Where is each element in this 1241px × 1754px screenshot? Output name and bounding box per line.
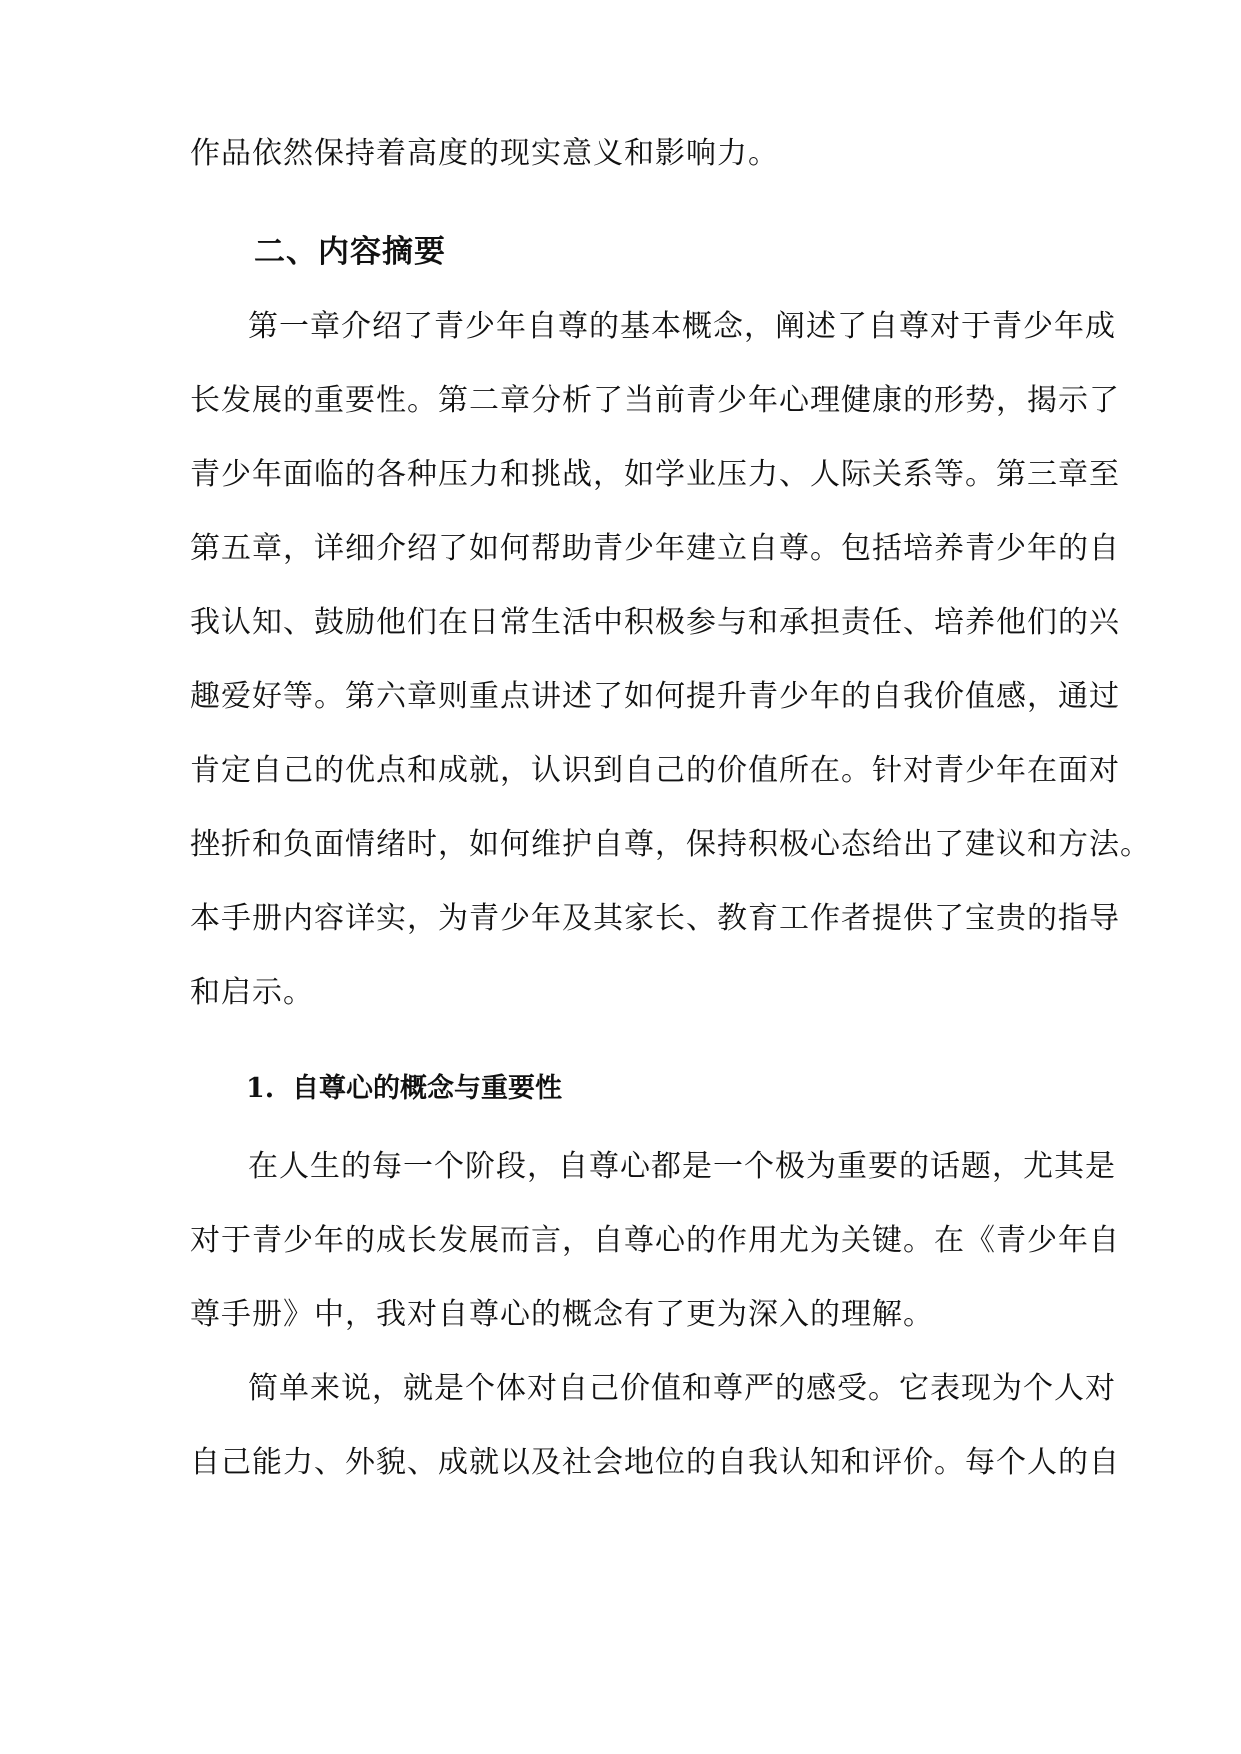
subsection-heading [246, 1069, 562, 1109]
paragraph-line: 在人生的每一个阶段，自尊心都是一个极为重要的话题，尤其是 [248, 1149, 1116, 1184]
paragraph-line: 肯定自己的优点和成就，认识到自己的价值所在。针对青少年在面对 [190, 753, 1120, 788]
paragraph-line: 和启示。 [190, 975, 314, 1010]
subsection-title: 自尊心的概念与重要性 [292, 1073, 562, 1104]
paragraph-line: 对于青少年的成长发展而言，自尊心的作用尤为关键。在《青少年自 [190, 1223, 1120, 1258]
paragraph-line: 我认知、鼓励他们在日常生活中积极参与和承担责任、培养他们的兴 [190, 605, 1120, 640]
paragraph-line: 长发展的重要性。第二章分析了当前青少年心理健康的形势，揭示了 [190, 383, 1120, 418]
paragraph-line: 简单来说，就是个体对自己价值和尊严的感受。它表现为个人对 [248, 1371, 1116, 1406]
paragraph-line: 趣爱好等。第六章则重点讲述了如何提升青少年的自我价值感，通过 [190, 679, 1120, 714]
subsection-number: 1. [246, 1073, 275, 1104]
paragraph-line: 自己能力、外貌、成就以及社会地位的自我认知和评价。每个人的自 [190, 1445, 1120, 1480]
paragraph-line: 本手册内容详实，为青少年及其家长、教育工作者提供了宝贵的指导 [190, 901, 1120, 936]
paragraph-line: 青少年面临的各种压力和挑战，如学业压力、人际关系等。第三章至 [190, 457, 1120, 492]
paragraph-line: 第五章，详细介绍了如何帮助青少年建立自尊。包括培养青少年的自 [190, 531, 1120, 566]
paragraph-line: 挫折和负面情绪时，如何维护自尊，保持积极心态给出了建议和方法。 [190, 827, 1151, 862]
paragraph-line: 作品依然保持着高度的现实意义和影响力。 [190, 136, 779, 171]
section-heading: 二、内容摘要 [254, 234, 446, 270]
paragraph-line: 第一章介绍了青少年自尊的基本概念，阐述了自尊对于青少年成 [248, 309, 1116, 344]
paragraph-line: 尊手册》中，我对自尊心的概念有了更为深入的理解。 [190, 1297, 934, 1332]
